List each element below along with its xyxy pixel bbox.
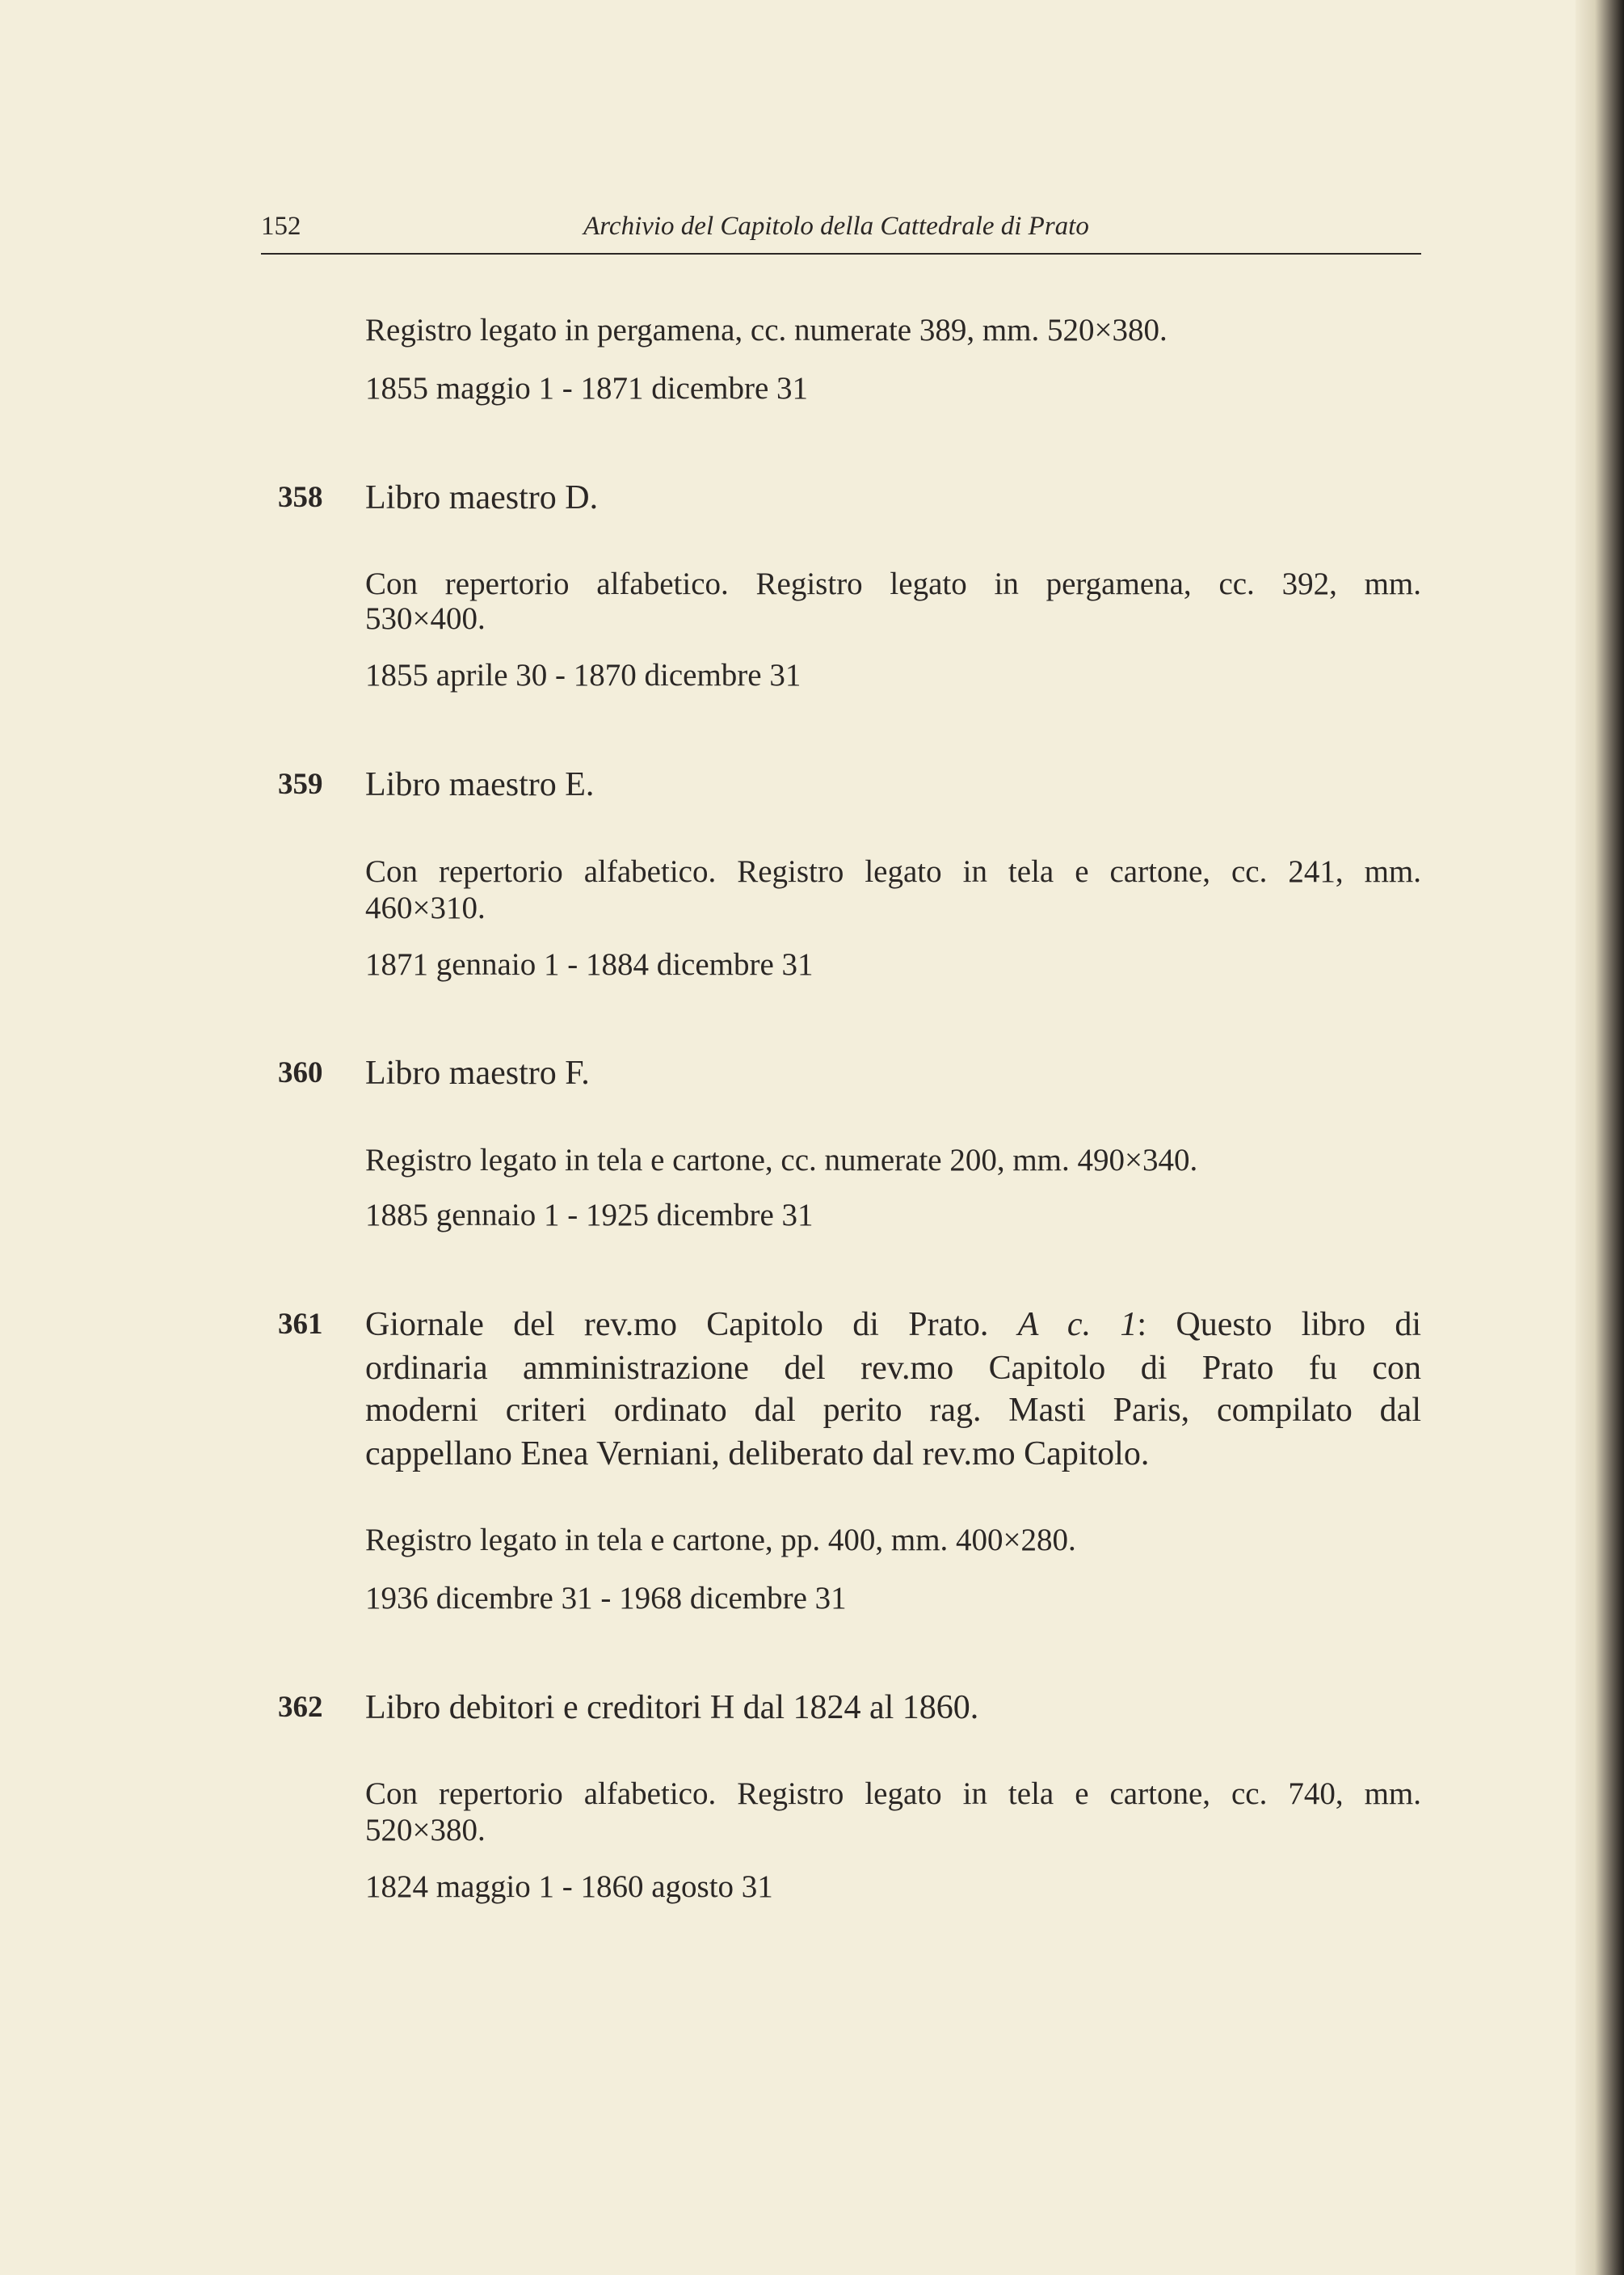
entry-title: Libro maestro F. — [365, 1055, 590, 1092]
entry-number: 359 — [278, 768, 323, 801]
entry-description: Registro legato in tela e cartone, cc. numerate 200, mm. 490×340. — [365, 1143, 1198, 1178]
title-text: Giornale del rev.mo Capitolo di Prato. — [365, 1306, 989, 1343]
entry-title — [365, 1306, 1421, 1343]
entry-dates: 1885 gennaio 1 - 1925 dicembre 31 — [365, 1198, 814, 1232]
entry-number: 358 — [278, 481, 323, 514]
entry-description: Con repertorio alfabetico. Registro legato in pergamena, cc. 392, mm. — [365, 567, 1421, 601]
entry-dates: 1871 gennaio 1 - 1884 dicembre 31 — [365, 947, 814, 982]
header-rule — [261, 253, 1421, 255]
entry-title: Libro maestro E. — [365, 766, 595, 803]
book-binding-edge — [1576, 0, 1624, 2275]
entry-title: cappellano Enea Verniani, deliberato dal rev.mo Capitolo. — [365, 1435, 1150, 1472]
entry-description: Con repertorio alfabetico. Registro legato in tela e cartone, cc. 740, mm. — [365, 1776, 1421, 1811]
entry-number: 360 — [278, 1056, 323, 1089]
entry-description: Registro legato in tela e cartone, pp. 400, mm. 400×280. — [365, 1523, 1076, 1557]
title-italic-ref: A c. 1 — [1017, 1306, 1138, 1343]
entry-title: Libro debitori e creditori H dal 1824 al 1860. — [365, 1689, 979, 1726]
entry-description: 520×380. — [365, 1813, 486, 1847]
entry-title: moderni criteri ordinato dal perito rag. Masti Paris, compilato dal — [365, 1392, 1421, 1429]
title-text: : Questo libro di — [1137, 1306, 1421, 1343]
entry-dates: 1855 aprile 30 - 1870 dicembre 31 — [365, 658, 801, 693]
entry-number: 362 — [278, 1691, 323, 1724]
entry-description: 460×310. — [365, 891, 486, 925]
entry-title: Libro maestro D. — [365, 479, 599, 516]
entry-description: Registro legato in pergamena, cc. numerate 389, mm. 520×380. — [365, 313, 1168, 348]
entry-description: 530×400. — [365, 601, 486, 636]
page-number: 152 — [261, 212, 301, 241]
entry-title: ordinaria amministrazione del rev.mo Capitolo di Prato fu con — [365, 1350, 1421, 1387]
entry-dates: 1936 dicembre 31 - 1968 dicembre 31 — [365, 1581, 847, 1616]
running-title: Archivio del Capitolo della Cattedrale di Prato — [583, 212, 1089, 241]
entry-dates: 1855 maggio 1 - 1871 dicembre 31 — [365, 371, 809, 406]
entry-description: Con repertorio alfabetico. Registro legato in tela e cartone, cc. 241, mm. — [365, 854, 1421, 889]
entry-number: 361 — [278, 1308, 323, 1341]
entry-dates: 1824 maggio 1 - 1860 agosto 31 — [365, 1869, 773, 1904]
